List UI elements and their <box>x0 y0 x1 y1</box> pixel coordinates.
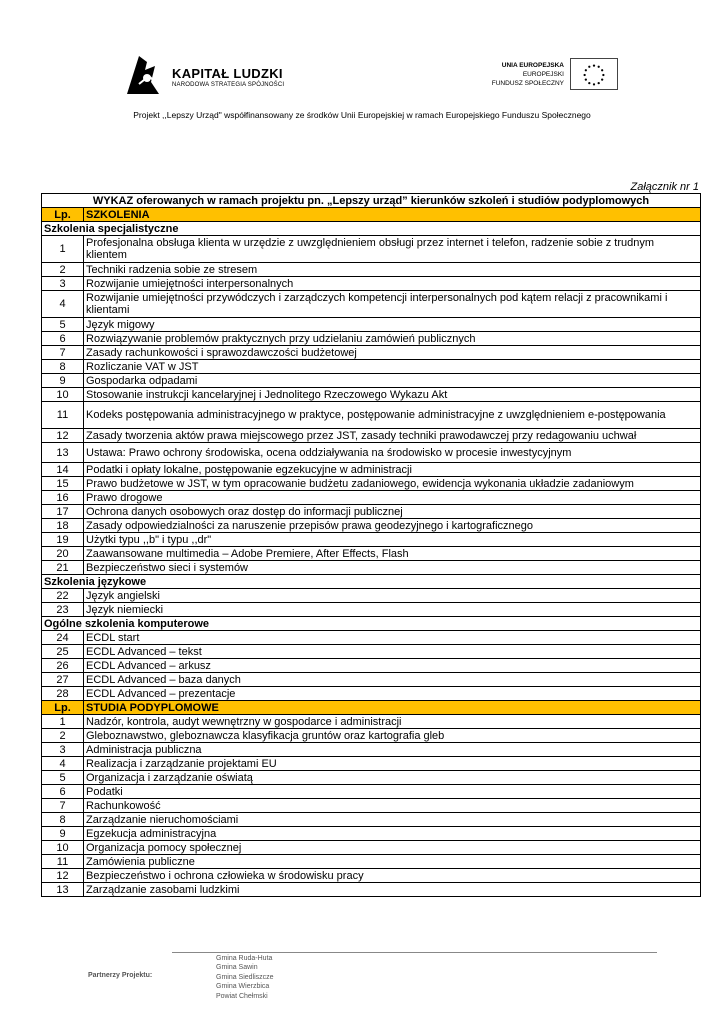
eu-line-2: EUROPEJSKI <box>522 71 564 78</box>
row-course-name: Rozliczanie VAT w JST <box>84 360 701 374</box>
section-language: Szkolenia językowe <box>42 575 701 589</box>
row-course-name: Zarządzanie nieruchomościami <box>84 813 701 827</box>
table-row <box>42 332 701 346</box>
table-row <box>42 743 701 757</box>
studia-header: STUDIA PODYPLOMOWE <box>84 701 701 715</box>
table-row <box>42 799 701 813</box>
table-row <box>42 841 701 855</box>
table-row <box>42 402 701 429</box>
table-row <box>42 519 701 533</box>
row-course-name: Profesjonalna obsługa klienta w urzędzie z uwzględnieniem obsługi przez internet i telefon, radzenie sobie z trudnym klientem <box>84 236 701 263</box>
row-course-name: Zasady tworzenia aktów prawa miejscowego przez JST, zasady techniki prawodawczej przy redagowaniu uchwał <box>84 429 701 443</box>
partners-label: Partnerzy Projektu: <box>88 972 153 979</box>
row-number: 23 <box>42 603 84 617</box>
row-course-name: ECDL Advanced – baza danych <box>84 673 701 687</box>
row-number: 8 <box>42 813 84 827</box>
row-course-name: Podatki i opłaty lokalne, postępowanie egzekucyjne w administracji <box>84 463 701 477</box>
section-computer-row <box>42 617 701 631</box>
partner-item: Gmina Siedliszcze <box>216 973 274 981</box>
row-course-name: Język migowy <box>84 318 701 332</box>
table-row <box>42 673 701 687</box>
row-number: 12 <box>42 869 84 883</box>
row-course-name: Gleboznawstwo, gleboznawcza klasyfikacja gruntów oraz kartografia gleb <box>84 729 701 743</box>
section-specialist-row <box>42 222 701 236</box>
row-course-name: Prawo drogowe <box>84 491 701 505</box>
row-number: 24 <box>42 631 84 645</box>
row-course-name: Ochrona danych osobowych oraz dostęp do informacji publicznej <box>84 505 701 519</box>
courses-table <box>41 193 701 897</box>
row-course-name: Zasady rachunkowości i sprawozdawczości budżetowej <box>84 346 701 360</box>
section-specialist: Szkolenia specjalistyczne <box>42 222 701 236</box>
table-row <box>42 388 701 402</box>
studia-header-row <box>42 701 701 715</box>
row-number: 12 <box>42 429 84 443</box>
eu-line-3: FUNDUSZ SPOŁECZNY <box>491 80 564 87</box>
row-number: 8 <box>42 360 84 374</box>
table-row <box>42 869 701 883</box>
table-row <box>42 813 701 827</box>
row-course-name: Rachunkowość <box>84 799 701 813</box>
section-language-row <box>42 575 701 589</box>
table-row <box>42 757 701 771</box>
row-course-name: Kodeks postępowania administracyjnego w praktyce, postępowanie administracyjne z uwzględnieniem e-postępowania <box>84 402 701 429</box>
lp-header: Lp. <box>42 701 84 715</box>
partner-item: Gmina Wierzbica <box>216 983 270 991</box>
table-row <box>42 687 701 701</box>
row-number: 10 <box>42 841 84 855</box>
table-row <box>42 631 701 645</box>
table-row <box>42 374 701 388</box>
row-number: 5 <box>42 771 84 785</box>
row-course-name: Zasady odpowiedzialności za naruszenie przepisów prawa geodezyjnego i kartograficznego <box>84 519 701 533</box>
row-course-name: Egzekucja administracyjna <box>84 827 701 841</box>
row-number: 3 <box>42 743 84 757</box>
row-number: 27 <box>42 673 84 687</box>
row-number: 5 <box>42 318 84 332</box>
table-row <box>42 429 701 443</box>
table-row <box>42 603 701 617</box>
table-row <box>42 785 701 799</box>
row-course-name: ECDL Advanced – prezentacje <box>84 687 701 701</box>
project-statement: Projekt ,,Lepszy Urząd" współfinansowany ze środków Unii Europejskiej w ramach Europejskiego Funduszu Społecznego <box>133 110 591 120</box>
table-row <box>42 547 701 561</box>
table-row <box>42 883 701 897</box>
row-course-name: Zaawansowane multimedia – Adobe Premiere, After Effects, Flash <box>84 547 701 561</box>
row-number: 2 <box>42 263 84 277</box>
table-row <box>42 645 701 659</box>
partner-item: Gmina Sawin <box>216 964 258 972</box>
row-course-name: Nadzór, kontrola, audyt wewnętrzny w gospodarce i administracji <box>84 715 701 729</box>
row-number: 6 <box>42 785 84 799</box>
row-number: 7 <box>42 799 84 813</box>
table-row <box>42 477 701 491</box>
table-row <box>42 505 701 519</box>
row-course-name: Podatki <box>84 785 701 799</box>
row-course-name: Rozwijanie umiejętności przywódczych i zarządczych kompetencji interpersonalnych pod kątem relacji z pracownikami i klientami <box>84 291 701 318</box>
table-row <box>42 318 701 332</box>
eu-line-1: UNIA EUROPEJSKA <box>501 62 564 69</box>
eu-text-block <box>470 61 564 88</box>
table-row <box>42 589 701 603</box>
row-course-name: Bezpieczeństwo sieci i systemów <box>84 561 701 575</box>
row-number: 11 <box>42 402 84 429</box>
table-title: WYKAZ oferowanych w ramach projektu pn. „Lepszy urząd” kierunków szkoleń i studiów podyplomowych <box>42 194 701 208</box>
row-number: 14 <box>42 463 84 477</box>
row-course-name: Gospodarka odpadami <box>84 374 701 388</box>
row-course-name: Ustawa: Prawo ochrony środowiska, ocena oddziaływania na środowisko w procesie inwestycyjnym <box>84 443 701 463</box>
table-row <box>42 855 701 869</box>
footer-divider <box>172 952 657 953</box>
section-computer: Ogólne szkolenia komputerowe <box>42 617 701 631</box>
szkolenia-header-row <box>42 208 701 222</box>
table-row <box>42 561 701 575</box>
table-row <box>42 827 701 841</box>
row-course-name: Rozwiązywanie problemów praktycznych przy udzielaniu zamówień publicznych <box>84 332 701 346</box>
table-row <box>42 443 701 463</box>
row-course-name: Organizacja i zarządzanie oświatą <box>84 771 701 785</box>
row-course-name: ECDL start <box>84 631 701 645</box>
row-course-name: Język angielski <box>84 589 701 603</box>
row-number: 4 <box>42 757 84 771</box>
row-number: 18 <box>42 519 84 533</box>
row-course-name: Administracja publiczna <box>84 743 701 757</box>
row-number: 13 <box>42 443 84 463</box>
row-number: 11 <box>42 855 84 869</box>
row-number: 4 <box>42 291 84 318</box>
table-row <box>42 533 701 547</box>
row-course-name: Zamówienia publiczne <box>84 855 701 869</box>
attachment-label: Załącznik nr 1 <box>630 181 699 193</box>
row-number: 16 <box>42 491 84 505</box>
row-number: 26 <box>42 659 84 673</box>
row-number: 10 <box>42 388 84 402</box>
partner-item: Powiat Chełmski <box>216 992 268 1000</box>
row-course-name: Stosowanie instrukcji kancelaryjnej i Jednolitego Rzeczowego Wykazu Akt <box>84 388 701 402</box>
row-number: 3 <box>42 277 84 291</box>
table-row <box>42 771 701 785</box>
row-number: 17 <box>42 505 84 519</box>
row-number: 22 <box>42 589 84 603</box>
row-number: 13 <box>42 883 84 897</box>
row-course-name: Użytki typu ,,b" i typu ,,dr" <box>84 533 701 547</box>
row-course-name: ECDL Advanced – tekst <box>84 645 701 659</box>
table-row <box>42 263 701 277</box>
lp-header: Lp. <box>42 208 84 222</box>
table-row <box>42 346 701 360</box>
table-row <box>42 729 701 743</box>
partner-item: Gmina Ruda-Huta <box>216 955 273 962</box>
row-number: 6 <box>42 332 84 346</box>
row-number: 20 <box>42 547 84 561</box>
row-course-name: Bezpieczeństwo i ochrona człowieka w środowisku pracy <box>84 869 701 883</box>
row-number: 7 <box>42 346 84 360</box>
row-number: 15 <box>42 477 84 491</box>
table-row <box>42 291 701 318</box>
row-course-name: Język niemiecki <box>84 603 701 617</box>
row-course-name: Realizacja i zarządzanie projektami EU <box>84 757 701 771</box>
table-row <box>42 277 701 291</box>
row-number: 1 <box>42 236 84 263</box>
row-number: 9 <box>42 827 84 841</box>
row-number: 9 <box>42 374 84 388</box>
logo-title: KAPITAŁ LUDZKI <box>172 66 283 81</box>
table-row <box>42 659 701 673</box>
row-number: 21 <box>42 561 84 575</box>
table-row <box>42 463 701 477</box>
row-number: 28 <box>42 687 84 701</box>
row-course-name: Prawo budżetowe w JST, w tym opracowanie budżetu zadaniowego, ewidencja wykonania układzie zadaniowym <box>84 477 701 491</box>
row-number: 19 <box>42 533 84 547</box>
szkolenia-header: SZKOLENIA <box>84 208 701 222</box>
table-row <box>42 491 701 505</box>
table-title-row <box>42 194 701 208</box>
row-number: 1 <box>42 715 84 729</box>
row-course-name: Organizacja pomocy społecznej <box>84 841 701 855</box>
table-row <box>42 715 701 729</box>
logo-subtitle: NARODOWA STRATEGIA SPÓJNOŚCI <box>172 82 285 88</box>
table-row <box>42 236 701 263</box>
partners-list <box>216 954 274 1001</box>
row-course-name: Zarządzanie zasobami ludzkimi <box>84 883 701 897</box>
row-number: 2 <box>42 729 84 743</box>
row-course-name: Rozwijanie umiejętności interpersonalnych <box>84 277 701 291</box>
row-course-name: ECDL Advanced – arkusz <box>84 659 701 673</box>
table-row <box>42 360 701 374</box>
eu-flag-icon <box>570 58 618 90</box>
row-number: 25 <box>42 645 84 659</box>
row-course-name: Techniki radzenia sobie ze stresem <box>84 263 701 277</box>
